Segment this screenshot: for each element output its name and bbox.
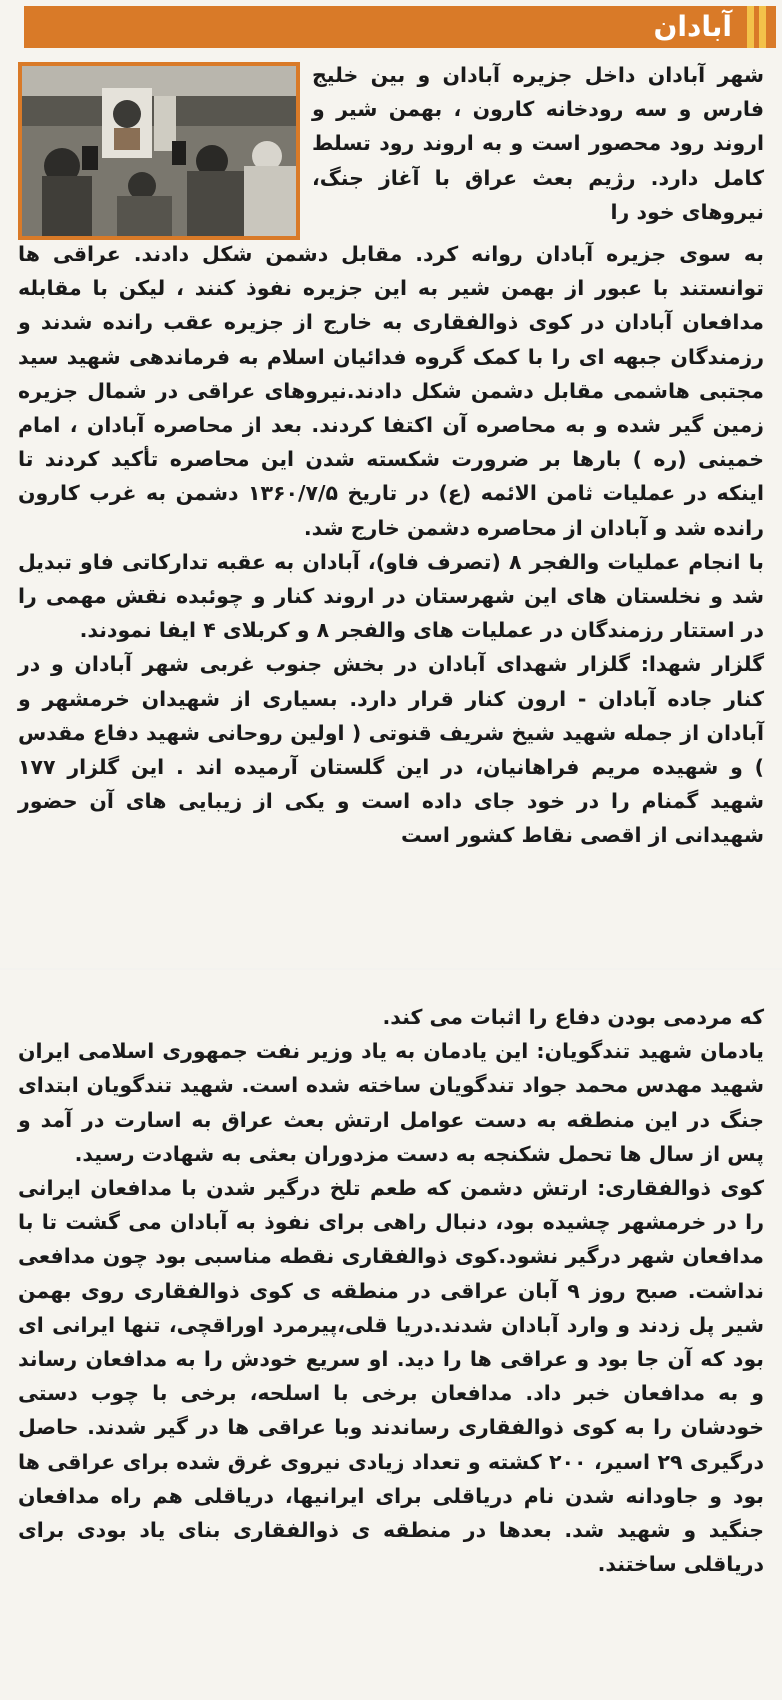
martyrs-cemetery-paragraph [18,647,764,852]
banner-bars-decoration [742,6,766,48]
war-gathering-photo [18,62,300,240]
main-text-block [18,237,764,853]
page-title: آبادان [653,10,732,43]
martyrs-cemetery-continued: که مردمی بودن دفاع را اثبات می کند. [382,1005,764,1029]
valfajr-paragraph: با انجام عملیات والفجر ۸ (تصرف فاو)، آبادان به عقبه تدارکاتی فاو تبدیل شد و نخلستان های این شهرستان در اروند کنار و چوئبده نقش مهمی را در استتار رزمندگان در عملیات های والفجر ۸ و کربلای ۴ ایفا نمودند. [18,549,764,643]
martyrs-cemetery-label: گلزار شهدا: [640,652,764,677]
photo-illustration [22,66,296,236]
fold-crease [0,968,782,970]
zolfaghari-text: ارتش دشمن که طعم تلخ درگیر شدن با مدافعان ایرانی را در خرمشهر چشیده بود، دنبال راهی برای نفوذ به آبادان می گشت تا با مدافعان شهر درگیر نشود.کوی ذوالفقاری نقطه مناسبی بود چون مدافعی نداشت. صبح روز ۹ آبان عراقی در منطقه ی کوی ذوالفقاری روی بهمن شیر پل زدند و وارد آبادان شدند.دریا قلی،پیرمرد اوراقچی، تنها ایرانی ای بود که آن جا بود و عراقی ها را دید. او سریع خودش را به مدافعان رساند و به مدافعان خبر داد. مدافعان برخی با اسلحه، برخی با چوب دستی خودشان را به کوی ذوالفقاری رساندند وبا عراقی ها در گیر شدند. حاصل درگیری ۲۹ اسیر، ۲۰۰ کشته و تعداد زیادی نیروی غرق شده برای عراقی ها بود و جاودانه شدن نام دریاقلی برای ایرانیها، دریاقلی هم راه مدافعان جنگید و شهید شد. بعدها در منطقه ی ذوالفقاری بنای یاد بودی برای دریاقلی ساختند. [18,1176,765,1577]
zolfaghari-label: کوی ذوالفقاری: [597,1176,764,1201]
martyrs-cemetery-text: گلزار شهدای آبادان در بخش جنوب غربی شهر آبادان و در کنار جاده آبادان - ارون کنار قرار دارد. بسیاری از شهیدان خرمشهر و آبادان از جمله شهید شیخ شریف قنوتی ( اولین روحانی شهید دفاع مقدس ) و شهیده مریم فراهانیان، در این گلستان آرمیده اند . این گلزار ۱۷۷ شهید گمنام را در خود جای داده است و یکی از زیبایی های آن حضور شهیدانی از اقصی نقاط کشور است [18,652,764,848]
tondguyan-memorial-label: یادمان شهید تندگویان: [536,1039,764,1064]
zolfaghari-paragraph [18,1171,764,1581]
tondguyan-memorial-text: این یادمان به یاد وزیر نفت جمهوری اسلامی ایران شهید مهدس محمد جواد تندگویان ساخته شده است. شهید تندگویان ابتدای جنگ در این منطقه به دست عوامل ارتش بعث عراق به اسارت در آمد و پس از سال ها تحمل شکنجه به دست مزدوران بعثی به شهادت رسید. [18,1039,764,1166]
intro-text: شهر آبادان داخل جزیره آبادان و بین خلیج فارس و سه رودخانه کارون ، بهمن شیر و اروند رود محصور است و به اروند رود تسلط کامل دارد. رژیم بعث عراق با آغاز جنگ، نیروهای خود را [312,63,764,224]
history-paragraph: به سوی جزیره آبادان روانه کرد. مقابل دشمن شکل دادند. عراقی ها توانستند با عبور از بهمن شیر به این جزیره نفوذ کنند ، لیکن با مقابله مدافعان آبادان در کوی ذوالفقاری به خارج از جزیره عقب رانده شدند و رزمندگان جبهه ای را با کمک گروه فدائیان اسلام به فرماندهی شهید سید مجتبی هاشمی مقابل دشمن شکل دادند.نیروهای عراقی در شمال جزیره زمین گیر شده و به محاصره آن اکتفا کردند. بعد از محاصره آبادان ، امام خمینی (ره ) بارها بر ضرورت شکسته شدن این محاصره تأکید کردند تا اینکه در عملیات ثامن الائمه (ع) در تاریخ ۱۳۶۰/۷/۵ دشمن به غرب کارون رانده شد و آبادان از محاصره دشمن خارج شد. [18,242,764,540]
header-banner [24,6,776,48]
tondguyan-memorial-paragraph [18,1034,764,1171]
intro-paragraph [312,58,764,229]
lower-text-block [18,1000,764,1581]
